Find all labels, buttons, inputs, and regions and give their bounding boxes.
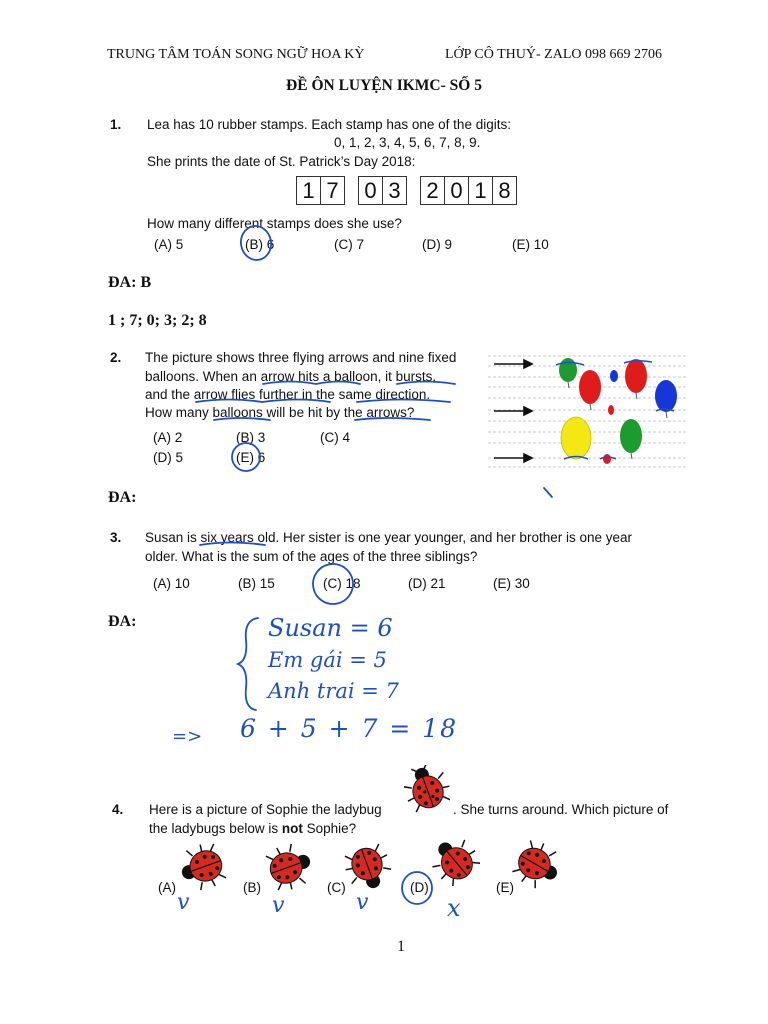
flying-arrows bbox=[494, 360, 532, 462]
q3-option-d: (D) 21 bbox=[408, 576, 446, 591]
q2-line4: How many balloons will be hit by the arrows? bbox=[145, 405, 415, 420]
date-digit-box: 2 bbox=[420, 176, 444, 205]
check-mark-c: v bbox=[356, 890, 369, 915]
q3-option-c: (C) 18 bbox=[323, 576, 361, 591]
hw-brace bbox=[238, 618, 258, 710]
sophie-ladybug-icon bbox=[404, 765, 450, 813]
q1-line2: She prints the date of St. Patrick’s Day 2018: bbox=[147, 154, 416, 169]
q2-line3: and the arrow flies further in the same direction. bbox=[145, 387, 431, 402]
q2-option-a: (A) 2 bbox=[153, 430, 183, 445]
hw-implies: => bbox=[172, 726, 203, 747]
q3-line1: Susan is six years old. Her sister is one year younger, and her brother is one year bbox=[145, 530, 632, 545]
page-number: 1 bbox=[397, 938, 405, 955]
q2-option-c: (C) 4 bbox=[320, 430, 350, 445]
q4-text1: Here is a picture of Sophie the ladybug bbox=[149, 802, 382, 817]
page-title: ĐỀ ÔN LUYỆN IKMC- SỐ 5 bbox=[286, 77, 482, 94]
q2-option-d: (D) 5 bbox=[153, 450, 183, 465]
q1-answer: ĐA: B bbox=[108, 274, 152, 291]
date-digit-box: 7 bbox=[320, 176, 345, 205]
ladybug-c-icon bbox=[343, 842, 393, 892]
header-class-contact: LỚP CÔ THUÝ- ZALO 098 669 2706 bbox=[445, 47, 662, 62]
q1-option-c: (C) 7 bbox=[334, 237, 364, 252]
date-digit-box: 8 bbox=[492, 176, 517, 205]
q4-number: 4. bbox=[112, 802, 124, 817]
q4-option-d: (D) bbox=[410, 880, 429, 895]
header-center-name: TRUNG TÂM TOÁN SONG NGỮ HOA KỲ bbox=[107, 47, 365, 62]
q2-arrows-balloons-figure bbox=[488, 350, 688, 472]
date-group-2 bbox=[358, 176, 407, 205]
q3-option-b: (B) 15 bbox=[238, 576, 275, 591]
ladybug-d-icon bbox=[430, 836, 480, 886]
hw-em-gai: Em gái = 5 bbox=[268, 648, 387, 672]
q2-option-b: (B) 3 bbox=[236, 430, 266, 445]
ladybug-e-icon bbox=[512, 840, 562, 890]
q1-option-a: (A) 5 bbox=[154, 237, 184, 252]
date-digit-box: 1 bbox=[468, 176, 492, 205]
q4-text2: . She turns around. Which picture of bbox=[453, 802, 669, 817]
check-mark-b: v bbox=[272, 893, 285, 918]
hw-susan: Susan = 6 bbox=[268, 614, 393, 642]
q2-number: 2. bbox=[110, 350, 122, 365]
q3-answer: ĐA: bbox=[108, 613, 137, 630]
date-digit-box: 0 bbox=[444, 176, 468, 205]
q4-option-b: (B) bbox=[243, 880, 261, 895]
date-group-3 bbox=[420, 176, 517, 205]
q3-number: 3. bbox=[110, 530, 122, 545]
q4-line2: the ladybugs below is not Sophie? bbox=[149, 821, 357, 836]
ladybug-a-icon bbox=[178, 842, 228, 892]
date-group-1 bbox=[296, 176, 345, 205]
q1-option-e: (E) 10 bbox=[512, 237, 549, 252]
q2-option-e: (E) 6 bbox=[236, 450, 266, 465]
q3-line2: older. What is the sum of the ages of the three siblings? bbox=[145, 549, 478, 564]
balloons bbox=[559, 358, 677, 464]
date-digit-box: 0 bbox=[358, 176, 382, 205]
q2-line2: balloons. When an arrow hits a balloon, it bursts, bbox=[145, 369, 437, 384]
cross-mark-d: x bbox=[447, 894, 461, 922]
q2-answer: ĐA: bbox=[108, 489, 137, 506]
q1-digits-line: 0, 1, 2, 3, 4, 5, 6, 7, 8, 9. bbox=[334, 135, 481, 150]
q1-work: 1 ; 7; 0; 3; 2; 8 bbox=[108, 312, 207, 329]
ladybug-b-icon bbox=[264, 842, 314, 892]
q4-not-word: not bbox=[281, 821, 303, 836]
hw-sum: 6 + 5 + 7 = 18 bbox=[240, 714, 459, 743]
date-digit-box: 3 bbox=[382, 176, 407, 205]
check-mark-a: v bbox=[177, 890, 190, 915]
hw-anh-trai: Anh trai = 7 bbox=[268, 679, 399, 703]
q1-date-stamps bbox=[296, 176, 530, 205]
q3-option-e: (E) 30 bbox=[493, 576, 530, 591]
q1-line1: Lea has 10 rubber stamps. Each stamp has one of the digits: bbox=[147, 117, 511, 132]
q1-number: 1. bbox=[110, 117, 122, 132]
q4-option-a: (A) bbox=[158, 880, 176, 895]
q3-option-a: (A) 10 bbox=[153, 576, 190, 591]
q4-option-e: (E) bbox=[496, 880, 514, 895]
q1-option-b: (B) 6 bbox=[245, 237, 275, 252]
q4-option-c: (C) bbox=[327, 880, 346, 895]
q2-line1: The picture shows three flying arrows and nine fixed bbox=[145, 350, 457, 365]
date-digit-box: 1 bbox=[296, 176, 320, 205]
q1-option-d: (D) 9 bbox=[422, 237, 452, 252]
q1-question: How many different stamps does she use? bbox=[147, 216, 402, 231]
